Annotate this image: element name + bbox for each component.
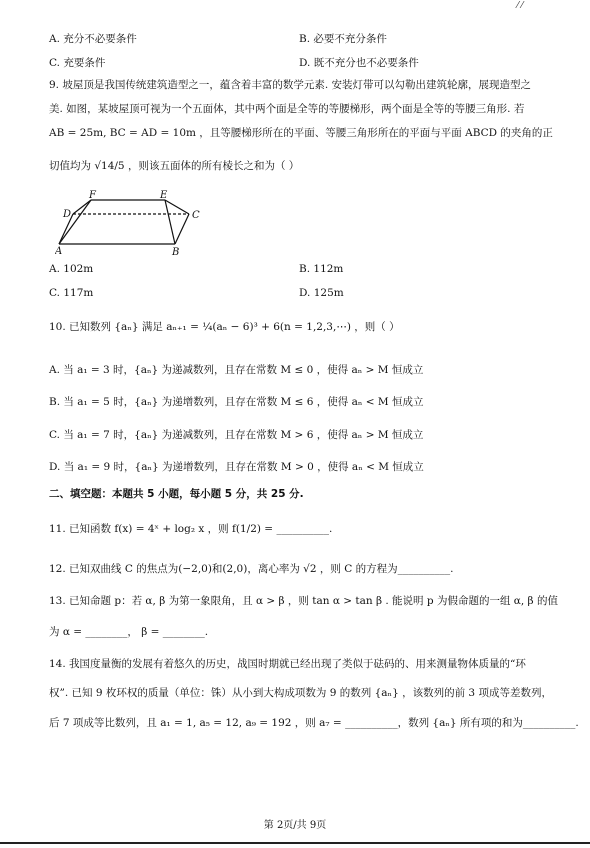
- q9-line-2: 美. 如图，某坡屋顶可视为一个五面体，其中两个面是全等的等腰梯形，两个面是全等的等腰三角形. 若: [49, 103, 525, 115]
- q10-option-c: C. 当 a₁ = 7 时，{aₙ} 为递减数列，且存在常数 M > 6 ，使得 aₙ > M 恒成立: [49, 429, 424, 441]
- q10-option-b: B. 当 a₁ = 5 时，{aₙ} 为递增数列，且存在常数 M ≤ 6 ，使得 aₙ < M 恒成立: [49, 396, 424, 408]
- q9-option-a: A. 102m: [49, 263, 94, 275]
- fig-label-a: A: [55, 246, 63, 256]
- q13-line-1: 13. 已知命题 p：若 α, β 为第一象限角，且 α > β ，则 tan α > tan β . 能说明 p 为假命题的一组 α, β 的值: [49, 595, 558, 607]
- q10-option-d: D. 当 a₁ = 9 时，{aₙ} 为递增数列，且存在常数 M > 0 ，使得 aₙ < M 恒成立: [49, 461, 424, 473]
- q12: 12. 已知双曲线 C 的焦点为(−2,0)和(2,0)，离心率为 √2 ，则 C 的方程为__________.: [49, 563, 454, 575]
- q9-line-4: 切值均为 √14/5 ，则该五面体的所有棱长之和为（ ）: [49, 160, 300, 172]
- page-footer: 第 2页/共 9页: [263, 820, 327, 831]
- section-heading: 二、填空题：本题共 5 小题，每小题 5 分，共 25 分.: [49, 488, 304, 500]
- q11: 11. 已知函数 f(x) = 4ˣ + log₂ x ，则 f(1/2) = __________.: [49, 523, 333, 535]
- q9-option-d: D. 125m: [299, 287, 344, 299]
- q13-line-2: 为 α = ________， β = ________.: [49, 626, 209, 638]
- roof-figure: [55, 188, 215, 256]
- fig-label-d: D: [63, 209, 72, 220]
- q8-option-a: A. 充分不必要条件: [49, 33, 137, 45]
- fig-label-f: F: [89, 190, 96, 201]
- q14-line-2: 权”. 已知 9 枚环权的质量（单位：铢）从小到大构成项数为 9 的数列 {aₙ} ，该数列的前 3 项成等差数列，: [49, 687, 552, 699]
- bottom-rule: [0, 842, 590, 844]
- q9-line-1: 9. 坡屋顶是我国传统建筑造型之一，蕴含着丰富的数学元素. 安装灯带可以勾勒出建筑轮廓，展现造型之: [49, 79, 532, 91]
- fig-label-e: E: [160, 190, 168, 201]
- q14-line-3: 后 7 项成等比数列，且 a₁ = 1, a₅ = 12, a₉ = 192 ，则 a₇ = __________，数列 {aₙ} 所有项的和为__________.: [49, 717, 579, 729]
- q9-option-c: C. 117m: [49, 287, 94, 299]
- fig-label-c: C: [192, 210, 200, 221]
- q8-option-b: B. 必要不充分条件: [299, 33, 387, 45]
- q9-option-b: B. 112m: [299, 263, 344, 275]
- q10-option-a: A. 当 a₁ = 3 时，{aₙ} 为递减数列，且存在常数 M ≤ 0 ，使得 aₙ > M 恒成立: [49, 364, 424, 376]
- fig-label-b: B: [172, 247, 180, 256]
- top-corner-mark: ⁄ ⁄: [517, 1, 523, 11]
- q8-option-c: C. 充要条件: [49, 57, 106, 69]
- q8-option-d: D. 既不充分也不必要条件: [299, 57, 419, 69]
- q10-stem: 10. 已知数列 {aₙ} 满足 aₙ₊₁ = ¼(aₙ − 6)³ + 6(n = 1,2,3,⋯) ，则（ ）: [49, 321, 400, 333]
- q9-line-3: AB = 25m, BC = AD = 10m ，且等腰梯形所在的平面、等腰三角形所在的平面与平面 ABCD 的夹角的正: [49, 127, 553, 139]
- q14-line-1: 14. 我国度量衡的发展有着悠久的历史，战国时期就已经出现了类似于砝码的、用来测量物体质量的“环: [49, 658, 526, 670]
